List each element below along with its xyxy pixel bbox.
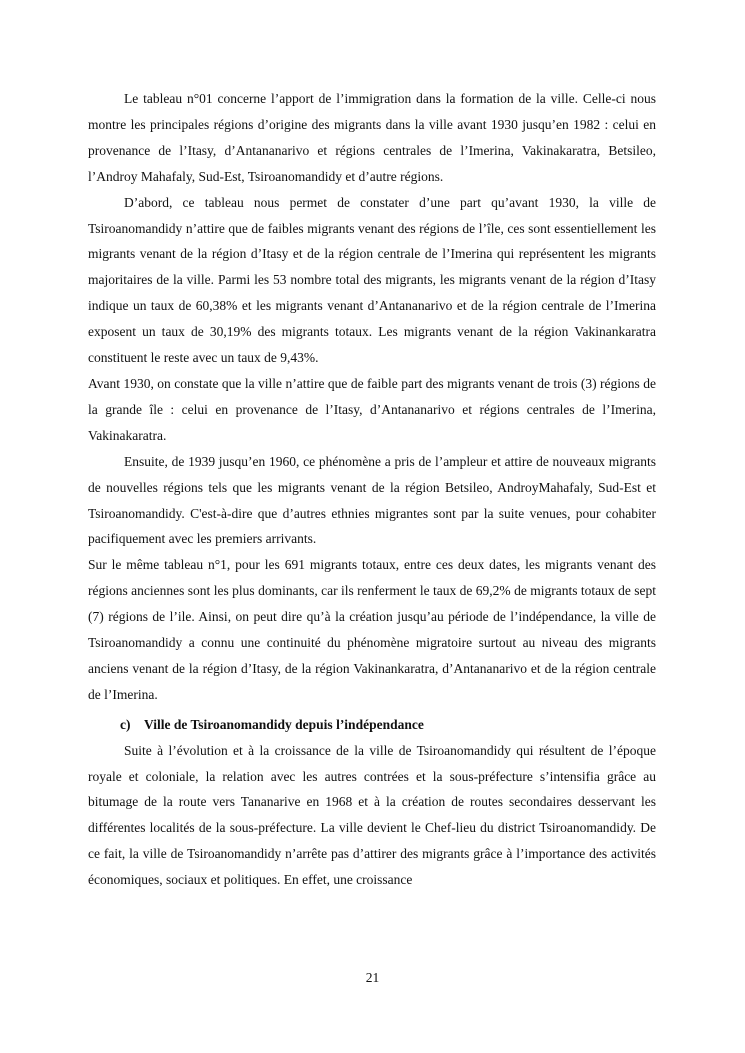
paragraph-avant-1930-summary: Avant 1930, on constate que la ville n’attire que de faible part des migrants venant de trois (3) régions de la grande île : celui en provenance de l’Itasy, d’Antananarivo et régions centrales de l’Imerina, Vakinakaratra.: [88, 375, 656, 443]
paragraph-tableau-691-migrants: Sur le même tableau n°1, pour les 691 migrants totaux, entre ces deux dates, les migrants venant des régions anciennes sont les plus dominants, car ils renferment le taux de 69,2% de migrants totaux de sept (7) régions de l’ile. Ainsi, on peut dire qu’à la création jusqu’au période de l’indépendance, la ville de Tsiroanomandidy a connu une continuité du phénomène migratoire surtout au niveau des migrants anciens venant de la région d’Itasy, de la région Vakinankaratra, d’Antananarivo et de la région centrale de l’Imerina.: [88, 557, 656, 702]
paragraph-tableau-intro: Le tableau n°01 concerne l’apport de l’immigration dans la formation de la ville. Celle-ci nous montre les principales régions d’origine des migrants dans la ville avant 1930 jusqu’en 1982 : celui en provenance de l’Itasy, d’Antananarivo et régions centrales de l’Imerina, Vakinakaratra, Betsileo, l’Androy Mahafaly, Sud-Est, Tsiroanomandidy et d’autre régions.: [88, 91, 656, 184]
paragraph-avant-1930-analysis: D’abord, ce tableau nous permet de constater d’une part qu’avant 1930, la ville de Tsiroanomandidy n’attire que de faibles migrants venant des régions de l’île, ces sont essentiellement les migrants venant de la région d’Itasy et de la région centrale de l’Imerina qui représentent les migrants majoritaires de la ville. Parmi les 53 nombre total des migrants, les migrants venant de la région d’Itasy indique un taux de 60,38% et les migrants venant d’Antananarivo et de la région centrale de l’Imerina exposent un taux de 30,19% des migrants totaux. Les migrants venant de la région Vakinankaratra constituent le reste avec un taux de 9,43%.: [88, 194, 656, 366]
paragraph-depuis-independance: Suite à l’évolution et à la croissance de la ville de Tsiroanomandidy qui résultent de l’époque royale et coloniale, la relation avec les autres contrées et la sous-préfecture s’intensifia grâce au bitumage de la route vers Tananarive en 1968 et à la création de routes secondaires desservant les différentes localités de la sous-préfecture. La ville devient le Chef-lieu du district Tsiroanomandidy. De ce fait, la ville de Tsiroanomandidy n’arrête pas d’attirer des migrants grâce à l’importance des activités économiques, sociaux et politiques. En effet, une croissance: [88, 742, 656, 888]
section-heading-text: Ville de Tsiroanomandidy depuis l’indépendance: [144, 716, 424, 732]
section-heading-marker: c): [120, 716, 131, 732]
page-body: [88, 86, 656, 893]
page-number: 21: [365, 970, 380, 985]
section-heading: [88, 712, 656, 738]
paragraph-1939-1960: Ensuite, de 1939 jusqu’en 1960, ce phénomène a pris de l’ampleur et attire de nouveaux migrants de nouvelles régions tels que les migrants venant de la région Betsileo, AndroyMahafaly, Sud-Est et Tsiroanomandidy. C'est-à-dire que d’autres ethnies migrantes sont par la suite venues, pour cohabiter pacifiquement avec les premiers arrivants.: [88, 453, 656, 547]
